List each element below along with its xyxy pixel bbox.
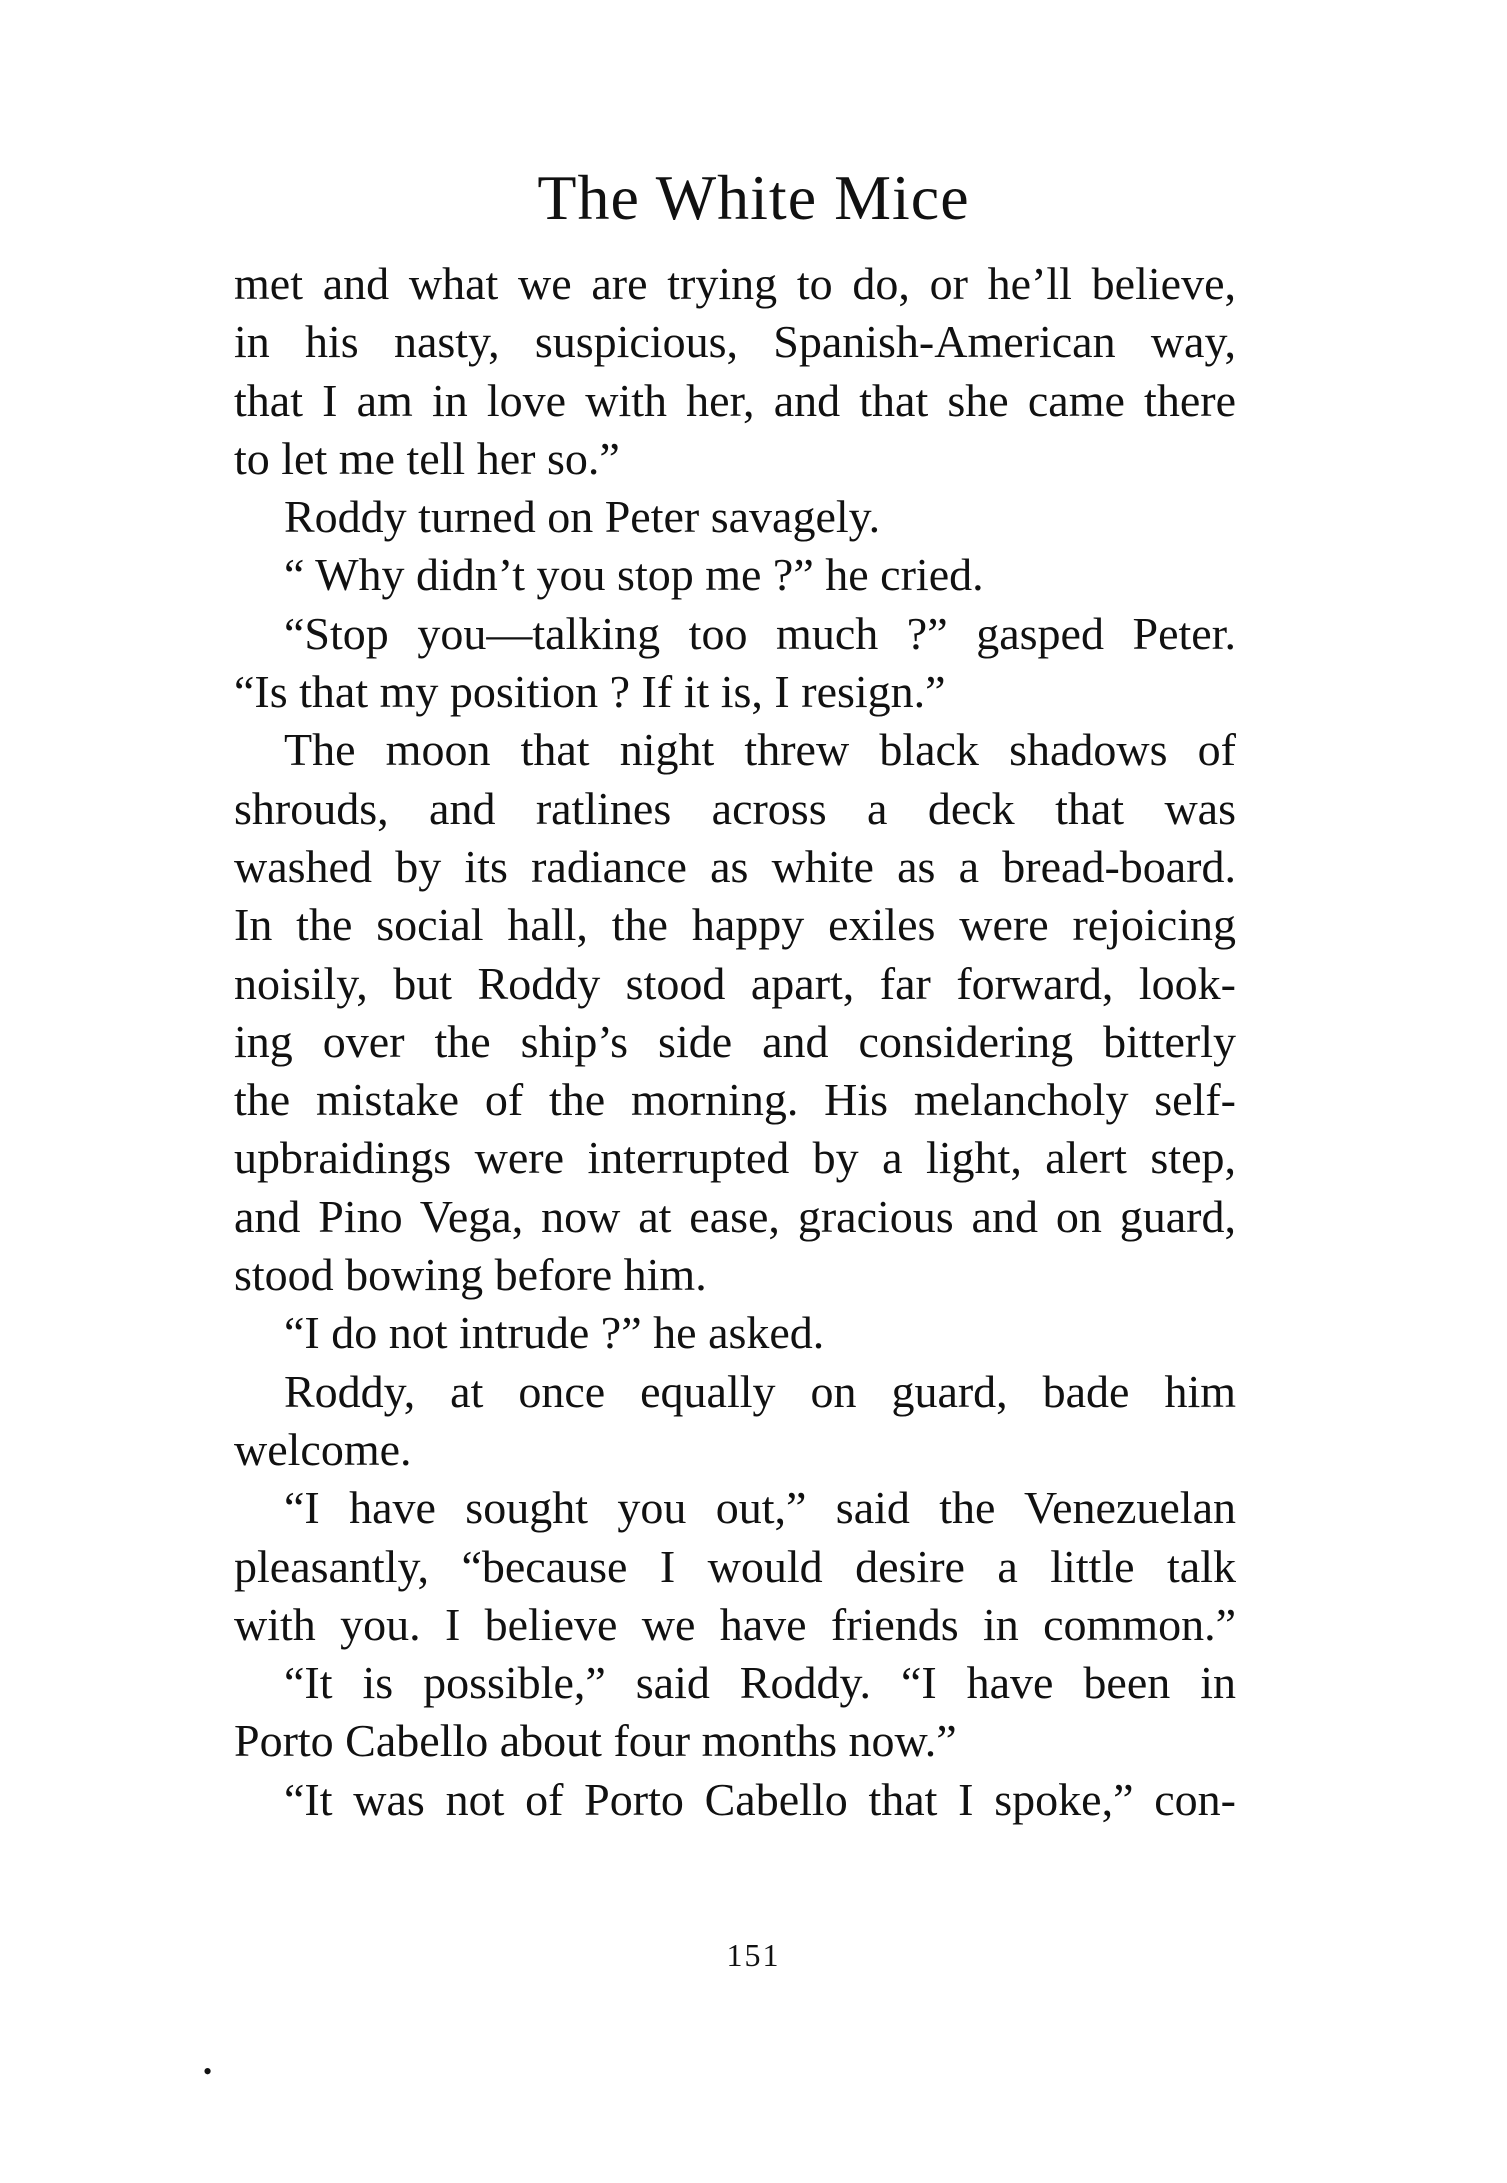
text-line: that I am in love with her, and that she came there (234, 374, 1236, 426)
text-line: ing over the ship’s side and considering bitterly (234, 1015, 1236, 1067)
body-text (234, 255, 1236, 1829)
text-line: In the social hall, the happy exiles were rejoicing (234, 899, 1236, 951)
text-line: “I do not intrude ?” he asked. (284, 1307, 825, 1359)
text-line: noisily, but Roddy stood apart, far forward, look- (234, 957, 1236, 1009)
text-line: with you. I believe we have friends in common.” (234, 1598, 1236, 1650)
text-line: “Is that my position ? If it is, I resign.” (234, 666, 946, 718)
text-line: “It was not of Porto Cabello that I spoke,” con- (284, 1773, 1236, 1825)
text-line: shrouds, and ratlines across a deck that was (234, 782, 1236, 834)
text-line: Porto Cabello about four months now.” (234, 1715, 957, 1767)
text-line: and Pino Vega, now at ease, gracious and on guard, (234, 1190, 1236, 1242)
text-line: pleasantly, “because I would desire a little talk (234, 1540, 1236, 1592)
text-line: to let me tell her so.” (234, 432, 620, 484)
text-line: in his nasty, suspicious, Spanish-American way, (234, 316, 1236, 368)
margin-mark: • (203, 2057, 213, 2086)
text-line: upbraidings were interrupted by a light, alert step, (234, 1132, 1236, 1184)
text-line: “It is possible,” said Roddy. “I have been in (284, 1657, 1236, 1709)
text-line: “I have sought you out,” said the Venezuelan (284, 1482, 1236, 1534)
text-line: stood bowing before him. (234, 1249, 707, 1301)
text-line: The moon that night threw black shadows of (284, 724, 1236, 776)
text-line: Roddy, at once equally on guard, bade him (284, 1365, 1236, 1417)
text-line: met and what we are trying to do, or he’ll believe, (234, 258, 1236, 309)
running-head: The White Mice (537, 162, 970, 233)
text-line: “ Why didn’t you stop me ?” he cried. (284, 549, 984, 601)
text-line: welcome. (234, 1423, 412, 1475)
text-line: Roddy turned on Peter savagely. (284, 491, 881, 543)
text-line: the mistake of the morning. His melancholy self- (234, 1074, 1236, 1126)
text-line: washed by its radiance as white as a bread-board. (234, 840, 1236, 892)
text-line: “Stop you—talking too much ?” gasped Peter. (284, 607, 1236, 659)
page-number: 151 (726, 1937, 781, 1973)
